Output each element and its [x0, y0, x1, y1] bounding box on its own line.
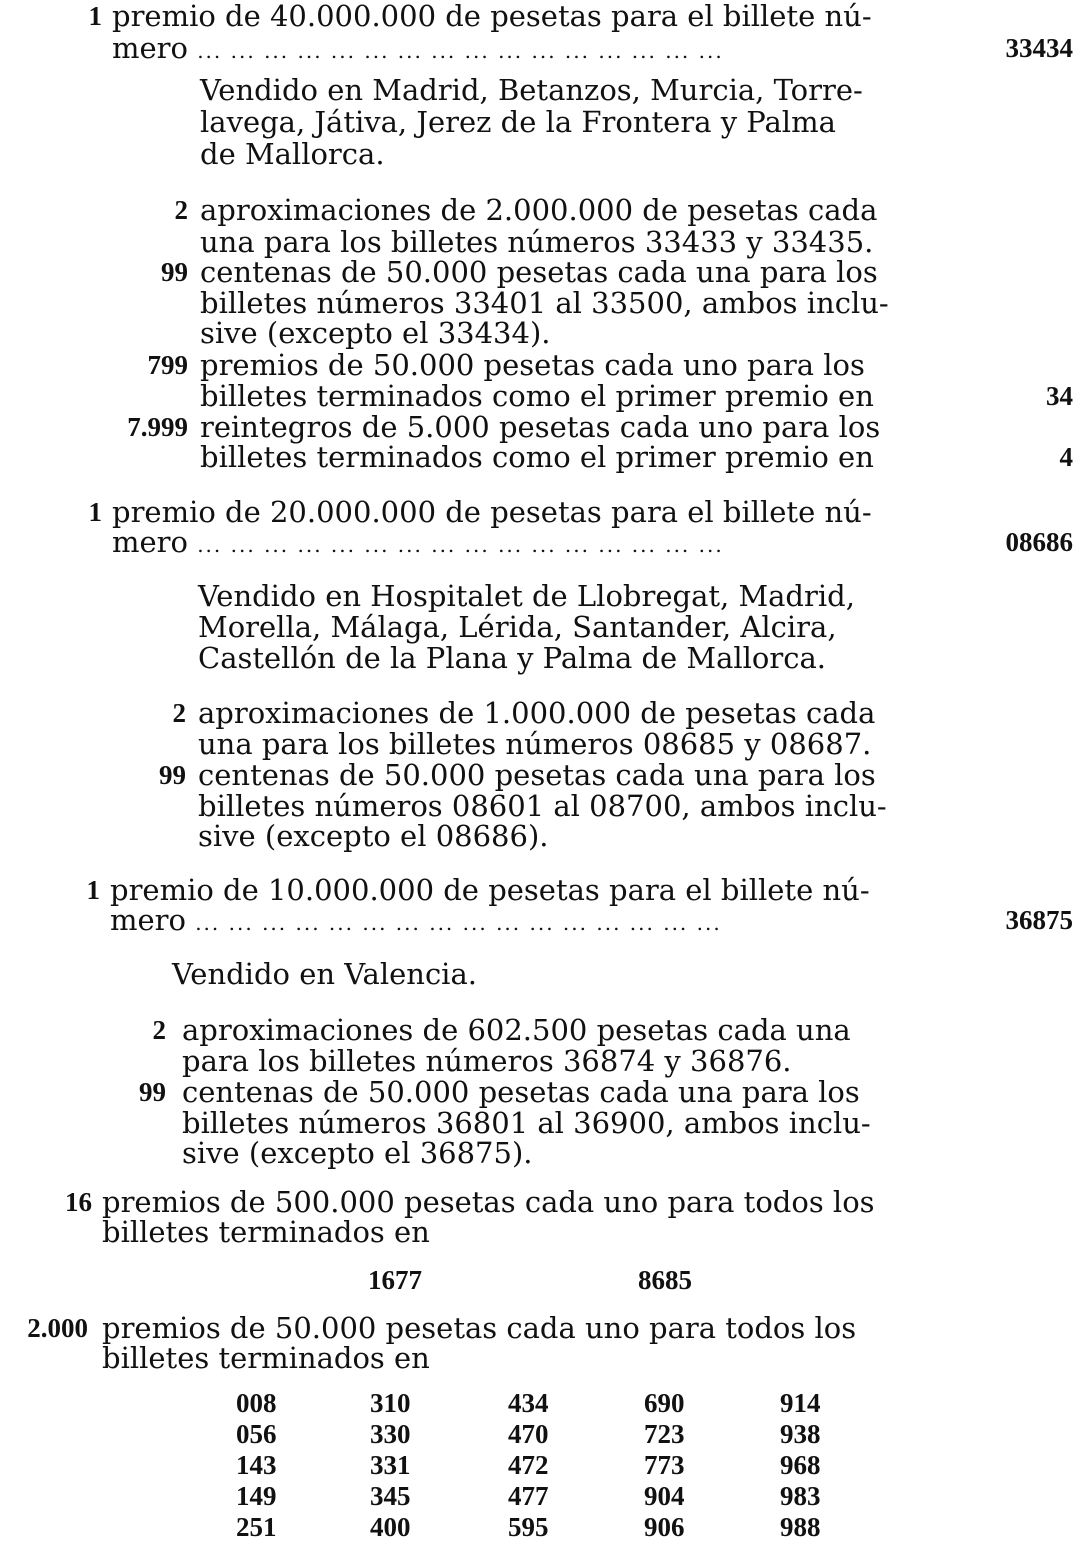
- table-cell: 988: [780, 1512, 821, 1542]
- table-cell: 143: [236, 1450, 277, 1480]
- sold-line: lavega, Játiva, Jerez de la Frontera y Palma: [200, 105, 836, 139]
- sub-text: billetes números 08601 al 08700, ambos inclu-: [198, 789, 887, 823]
- sub-count: 799: [147, 350, 188, 380]
- table-cell: 400: [370, 1512, 411, 1542]
- sold-line: de Mallorca.: [200, 137, 385, 171]
- table-cell: 470: [508, 1419, 549, 1449]
- table-cell: 906: [644, 1512, 685, 1542]
- sub-text: una para los billetes números 08685 y 08687.: [198, 727, 872, 761]
- sub-text: aproximaciones de 1.000.000 de pesetas cada: [198, 696, 876, 730]
- prize-count: 2.000: [27, 1313, 88, 1343]
- sub-text: billetes números 36801 al 36900, ambos inclu-: [182, 1106, 871, 1140]
- prize-text: premio de 20.000.000 de pesetas para el billete nú-: [112, 495, 872, 529]
- sub-text: sive (excepto el 08686).: [198, 819, 549, 853]
- sub-text: centenas de 50.000 pesetas cada una para los: [200, 255, 878, 289]
- table-cell: 595: [508, 1512, 549, 1542]
- prize-text: billetes terminados en: [102, 1341, 430, 1375]
- sold-line: Morella, Málaga, Lérida, Santander, Alcira,: [198, 610, 837, 644]
- table-cell: 008: [236, 1388, 277, 1418]
- sub-text: billetes terminados como el primer premio en: [200, 379, 874, 413]
- table-cell: 434: [508, 1388, 549, 1418]
- ending-number: 1677: [368, 1265, 422, 1295]
- sub-text: sive (excepto el 36875).: [182, 1136, 533, 1170]
- prize-count: 16: [65, 1187, 92, 1217]
- sub-text: una para los billetes números 33433 y 33435.: [200, 225, 874, 259]
- prize-text: premios de 500.000 pesetas cada uno para todos los: [102, 1185, 875, 1219]
- sub-text: centenas de 50.000 pesetas cada una para los: [198, 758, 876, 792]
- sub-count: 7.999: [127, 412, 188, 442]
- winning-number: 08686: [1005, 527, 1073, 557]
- prize-text: premios de 50.000 pesetas cada uno para todos los: [102, 1311, 857, 1345]
- sold-line: Vendido en Madrid, Betanzos, Murcia, Torre-: [200, 73, 863, 107]
- ending-number: 4: [1059, 442, 1073, 472]
- table-cell: 773: [644, 1450, 685, 1480]
- sold-line: Vendido en Valencia.: [172, 957, 477, 991]
- prize-text-mero: [112, 526, 724, 561]
- sub-count: 2: [172, 698, 186, 728]
- winning-number: 36875: [1005, 905, 1073, 935]
- sub-text: billetes terminados como el primer premio en: [200, 440, 874, 474]
- table-cell: 968: [780, 1450, 821, 1480]
- table-cell: 056: [236, 1419, 277, 1449]
- sub-text: centenas de 50.000 pesetas cada una para los: [182, 1075, 860, 1109]
- sub-text: aproximaciones de 2.000.000 de pesetas cada: [200, 193, 878, 227]
- prize-count: 1: [86, 875, 100, 905]
- prize-text: premio de 10.000.000 de pesetas para el billete nú-: [110, 873, 870, 907]
- mero-word: mero: [112, 31, 188, 65]
- table-cell: 310: [370, 1388, 411, 1418]
- sub-text: sive (excepto el 33434).: [200, 316, 551, 350]
- sub-text: premios de 50.000 pesetas cada uno para los: [200, 348, 865, 382]
- prize-count: 1: [88, 1, 102, 31]
- table-cell: 477: [508, 1481, 549, 1511]
- table-cell: 345: [370, 1481, 411, 1511]
- prize-text-mero: [110, 904, 722, 939]
- table-cell: 330: [370, 1419, 411, 1449]
- sub-text: para los billetes números 36874 y 36876.: [182, 1044, 792, 1078]
- prize-count: 1: [88, 497, 102, 527]
- sub-count: 99: [139, 1077, 166, 1107]
- table-cell: 983: [780, 1481, 821, 1511]
- mero-word: mero: [112, 525, 188, 559]
- table-cell: 251: [236, 1512, 277, 1542]
- ending-number: 34: [1046, 381, 1073, 411]
- prize-text-mero: [112, 32, 724, 67]
- mero-word: mero: [110, 903, 186, 937]
- sub-text: aproximaciones de 602.500 pesetas cada una: [182, 1013, 851, 1047]
- table-cell: 914: [780, 1388, 821, 1418]
- table-cell: 331: [370, 1450, 411, 1480]
- table-cell: 938: [780, 1419, 821, 1449]
- sub-text: reintegros de 5.000 pesetas cada uno para los: [200, 410, 881, 444]
- sold-line: Vendido en Hospitalet de Llobregat, Madrid,: [198, 579, 855, 613]
- sub-count: 99: [159, 760, 186, 790]
- table-cell: 690: [644, 1388, 685, 1418]
- leader-dots: ... ... ... ... ... ... ... ... ... ... ... ... ... ... ... ...: [195, 911, 722, 935]
- ending-number: 8685: [638, 1265, 692, 1295]
- sold-line: Castellón de la Plana y Palma de Mallorca.: [198, 641, 827, 675]
- leader-dots: ... ... ... ... ... ... ... ... ... ... ... ... ... ... ... ...: [197, 39, 724, 63]
- leader-dots: ... ... ... ... ... ... ... ... ... ... ... ... ... ... ... ...: [197, 533, 724, 557]
- winning-number: 33434: [1005, 33, 1073, 63]
- sub-count: 2: [152, 1015, 166, 1045]
- table-cell: 472: [508, 1450, 549, 1480]
- prize-text: billetes terminados en: [102, 1215, 430, 1249]
- sub-count: 99: [161, 257, 188, 287]
- table-cell: 723: [644, 1419, 685, 1449]
- sub-count: 2: [174, 195, 188, 225]
- table-cell: 149: [236, 1481, 277, 1511]
- sub-text: billetes números 33401 al 33500, ambos inclu-: [200, 286, 889, 320]
- table-cell: 904: [644, 1481, 685, 1511]
- prize-text: premio de 40.000.000 de pesetas para el billete nú-: [112, 0, 872, 33]
